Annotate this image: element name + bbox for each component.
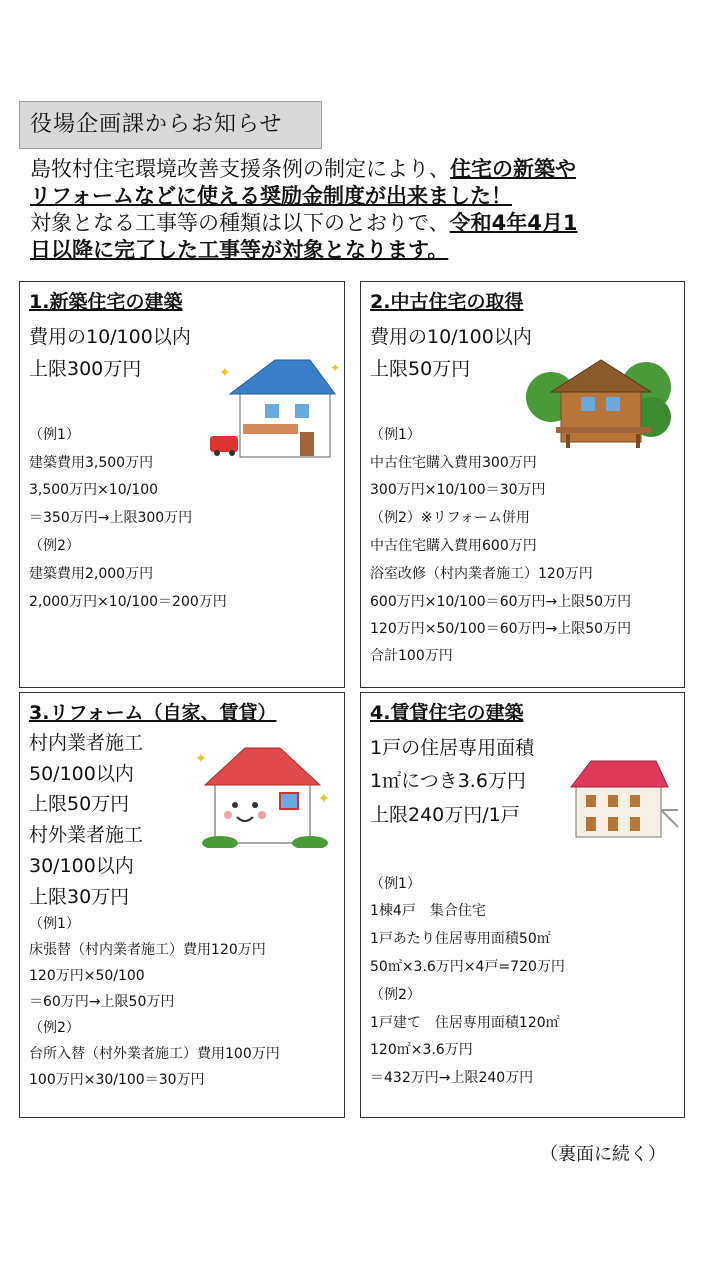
panel-limit: 上限300万円 (29, 358, 142, 380)
example-line: 床張替（村内業者施工）費用120万円 (29, 942, 266, 958)
intro-text (30, 156, 700, 264)
panel-reform (19, 692, 345, 1118)
panel-title: 3.リフォーム（自家、賃貸） (29, 702, 277, 724)
example-line: 1戸あたり住居専用面積50㎡ (370, 931, 551, 947)
example-line: ＝432万円→上限240万円 (370, 1070, 534, 1086)
panel-title: 2.中古住宅の取得 (370, 291, 524, 313)
panel-rate-line: 村外業者施工 (29, 824, 144, 846)
intro-line1-b: 住宅の新築や (450, 157, 576, 181)
example-line: 120㎡×3.6万円 (370, 1042, 473, 1058)
panel-rate-line: 1㎡につき3.6万円 (370, 770, 526, 792)
example-line: （例1） (29, 427, 80, 443)
panel-rate: 費用の10/100以内 (370, 326, 532, 348)
panel-rate-line: 上限240万円/1戸 (370, 804, 520, 826)
panel-used-house (360, 281, 685, 688)
svg-text:✦: ✦ (195, 751, 207, 767)
svg-text:✦: ✦ (330, 361, 341, 375)
panel-new-house (19, 281, 345, 688)
example-line: 浴室改修（村内業者施工）120万円 (370, 566, 593, 582)
svg-text:✦: ✦ (219, 365, 231, 381)
example-line: 合計100万円 (370, 648, 453, 664)
example-line: （例2） (370, 987, 421, 1003)
intro-line4: 日以降に完了した工事等が対象となります。 (30, 238, 449, 262)
intro-line3-a: 対象となる工事等の種類は以下のとおりで、 (30, 211, 450, 235)
example-line: 中古住宅購入費用300万円 (370, 455, 537, 471)
panel-rate: 費用の10/100以内 (29, 326, 191, 348)
panel-rate-line: 上限50万円 (29, 793, 130, 815)
smiling-house-illustration (190, 743, 335, 848)
example-line: 300万円×10/100＝30万円 (370, 482, 546, 498)
example-line: ＝350万円→上限300万円 (29, 510, 193, 526)
panel-rate-line: 30/100以内 (29, 855, 134, 877)
example-line: 中古住宅購入費用600万円 (370, 538, 537, 554)
panel-title: 1.新築住宅の建築 (29, 291, 183, 313)
example-line: 3,500万円×10/100 (29, 482, 159, 498)
panel-rate-line: 村内業者施工 (29, 732, 144, 754)
example-line: 120万円×50/100 (29, 968, 145, 984)
example-line: 1戸建て 住居専用面積120㎡ (370, 1015, 560, 1031)
example-line: （例2） (29, 538, 80, 554)
intro-line1-a: 島牧村住宅環境改善支援条例の制定により、 (30, 157, 450, 181)
example-line: 600万円×10/100＝60万円→上限50万円 (370, 594, 632, 610)
notice-header: 役場企画課からお知らせ (19, 101, 322, 149)
panel-rate-line: 上限30万円 (29, 886, 130, 908)
example-line: （例1） (370, 876, 421, 892)
example-line: 建築費用2,000万円 (29, 566, 154, 582)
example-line: 50㎡×3.6万円×4戸=720万円 (370, 959, 565, 975)
example-line: 建築費用3,500万円 (29, 455, 154, 471)
new-house-illustration (205, 352, 345, 462)
panel-rate-line: 1戸の住居専用面積 (370, 737, 535, 759)
panel-limit: 上限50万円 (370, 358, 471, 380)
svg-text:✦: ✦ (318, 791, 330, 807)
panel-title: 4.賃貸住宅の建築 (370, 702, 524, 724)
example-line: （例2）※リフォーム併用 (370, 510, 530, 526)
example-line: 1棟4戸 集合住宅 (370, 903, 486, 919)
example-line: ＝60万円→上限50万円 (29, 994, 175, 1010)
log-house-illustration (526, 342, 671, 452)
intro-line2: リフォームなどに使える奨励金制度が出来ました！ (30, 184, 512, 208)
example-line: 2,000万円×10/100＝200万円 (29, 594, 227, 610)
apartment-illustration (566, 755, 681, 840)
panel-rental-house (360, 692, 685, 1118)
example-line: （例1） (370, 427, 421, 443)
example-line: 台所入替（村外業者施工）費用100万円 (29, 1046, 280, 1062)
panel-rate-line: 50/100以内 (29, 763, 134, 785)
example-line: （例2） (29, 1020, 80, 1036)
example-line: 120万円×50/100＝60万円→上限50万円 (370, 621, 632, 637)
intro-line3-b: 令和4年4月1 (449, 211, 578, 235)
example-line: 100万円×30/100＝30万円 (29, 1072, 205, 1088)
continued-note: （裏面に続く） (540, 1144, 666, 1165)
example-line: （例1） (29, 916, 80, 932)
